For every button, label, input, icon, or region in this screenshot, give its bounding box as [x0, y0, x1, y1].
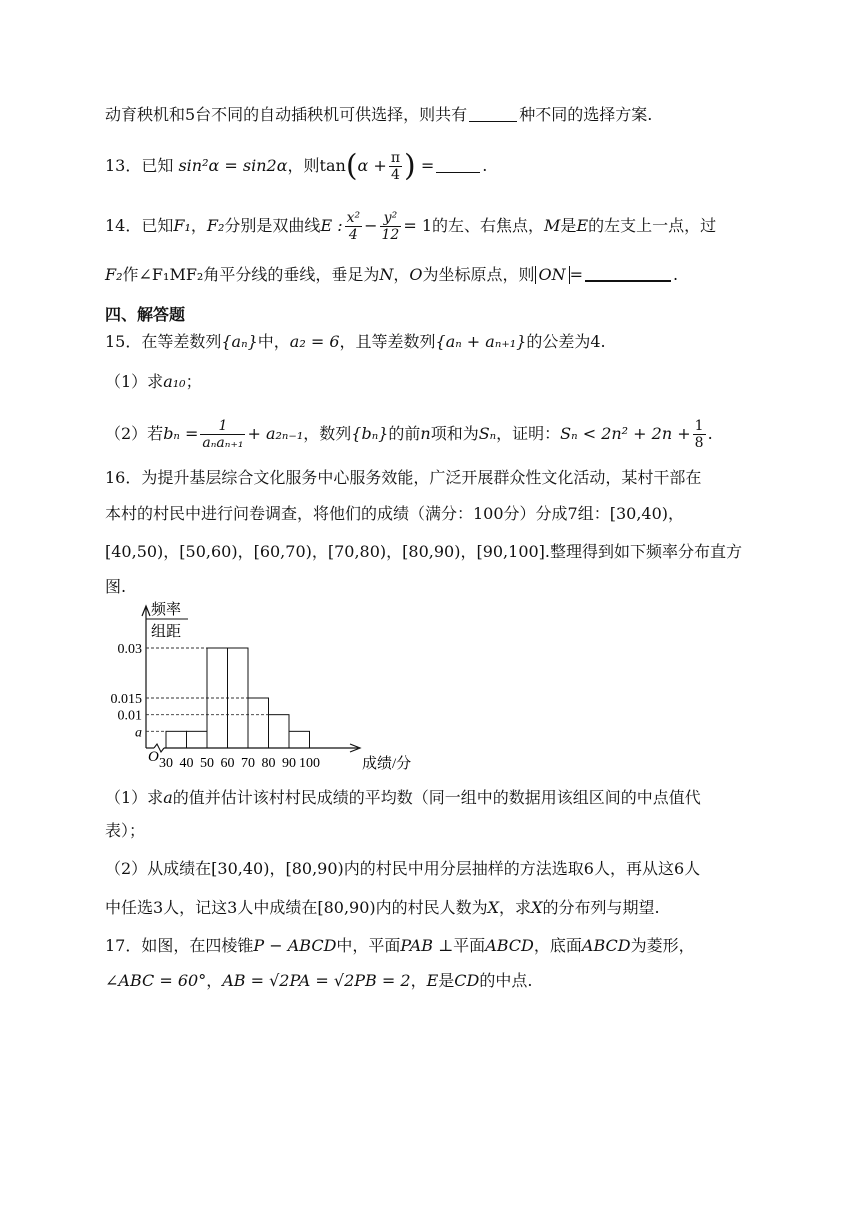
formula: α + [357, 156, 387, 175]
y-label-numerator: 频率 [150, 602, 182, 618]
bar [166, 731, 187, 748]
problem-16-line3: [40,50)，[50,60)，[60,70)，[70,80)，[80,90)，[90,100].整理得到如下频率分布直方 [105, 542, 743, 561]
problem-17 [105, 934, 695, 958]
text: 的公差为4. [526, 332, 606, 351]
formula: sin²α = sin2α [178, 156, 288, 175]
x-tick-label: 90 [282, 756, 296, 771]
bar [289, 731, 310, 748]
fraction [380, 210, 402, 243]
formula: {bₙ} [351, 424, 389, 443]
formula: N [379, 265, 394, 284]
formula: {aₙ + aₙ₊₁} [435, 332, 527, 351]
problem-15-q2 [105, 418, 713, 451]
formula: a₂ = 6 [289, 332, 340, 351]
formula: − [364, 216, 378, 235]
text: 为坐标原点，则 [422, 265, 535, 284]
text: ， [206, 971, 223, 990]
text: 动育秧机和5台不同的自动插秧机可供选择，则共有 [105, 105, 468, 124]
origin-label: O [148, 749, 159, 765]
formula: ABCD [485, 936, 534, 955]
text: 中，平面 [336, 936, 401, 955]
answer-blank [585, 262, 671, 282]
text: 是 [560, 216, 577, 235]
problem-16-q1 [105, 786, 701, 810]
formula: + a₂ₙ₋₁ [247, 424, 304, 443]
text: （1）求 [105, 372, 164, 391]
x-tick-label: 50 [200, 756, 214, 771]
text: 的值并估计该村村民成绩的平均数（同一组中的数据用该组区间的中点值代 [172, 788, 701, 807]
y-label-denominator: 组距 [150, 624, 182, 640]
text: ， [410, 971, 427, 990]
numerator: π [390, 150, 401, 166]
formula: P − ABCD [253, 936, 337, 955]
fraction [345, 210, 363, 243]
x-tick-label: 100 [299, 756, 320, 771]
text: 种不同的选择方案. [519, 105, 653, 124]
problem-15 [105, 330, 606, 354]
denominator: aₙaₙ₊₁ [202, 435, 244, 451]
formula: {aₙ} [221, 332, 258, 351]
problem-16-q1-line2: 表）； [105, 821, 146, 840]
text: ，数列 [303, 424, 352, 443]
problem-12-tail [105, 103, 652, 127]
x-tick-label: 30 [159, 756, 173, 771]
x-axis-label: 成绩/分 [362, 756, 412, 772]
text: ； [185, 372, 202, 391]
formula: tan [319, 156, 346, 175]
text: . [482, 156, 488, 175]
denominator: 4 [390, 167, 400, 183]
bar [187, 731, 208, 748]
formula: = [420, 156, 435, 175]
bar [248, 698, 269, 748]
formula: F₁ [173, 216, 191, 235]
text: 的前 [388, 424, 421, 443]
answer-blank [436, 154, 480, 173]
formula: AB = √2PA = √2PB = 2 [222, 971, 411, 990]
x-tick-labels [159, 756, 320, 771]
text: ，且等差数列 [339, 332, 436, 351]
text: 的左支上一点，过 [588, 216, 717, 235]
formula: = 1 [403, 216, 433, 235]
text: ， [190, 216, 207, 235]
paren: ( [345, 148, 358, 184]
formula: ABCD [581, 936, 631, 955]
denominator: 12 [381, 227, 400, 243]
formula: n [420, 424, 431, 443]
bar [269, 715, 290, 748]
text: 平面 [453, 936, 486, 955]
frequency-histogram [100, 596, 420, 776]
text: 的中点. [479, 971, 533, 990]
text: 17．如图，在四棱锥 [105, 936, 254, 955]
text: ， [393, 265, 410, 284]
formula: Sₙ [478, 424, 497, 443]
formula: Sₙ < 2n² + 2n + [560, 424, 691, 443]
text: （2）若 [105, 424, 164, 443]
formula: ON [535, 266, 570, 284]
fraction [389, 150, 402, 183]
text: （1）求 [105, 788, 164, 807]
formula: E [426, 971, 439, 990]
text: . [707, 424, 713, 443]
problem-16-line2: 本村的村民中进行问卷调查，将他们的成绩（满分：100分）分成7组：[30,40)， [105, 504, 685, 523]
text: 的左、右焦点， [432, 216, 545, 235]
x-tick-label: 40 [179, 756, 194, 771]
formula: X [531, 898, 543, 917]
problem-17-line2 [105, 969, 532, 993]
formula: bₙ = [163, 424, 199, 443]
formula: ∠ABC = 60° [105, 971, 207, 990]
fraction [693, 418, 706, 451]
problem-14 [105, 210, 716, 243]
text: 15．在等差数列 [105, 332, 222, 351]
text: 作∠F₁MF₂角平分线的垂线，垂足为 [122, 265, 380, 284]
formula: E : [320, 216, 343, 235]
y-tick-label: 0.01 [117, 708, 142, 724]
formula: CD [454, 971, 480, 990]
formula: F₂ [105, 265, 123, 284]
formula: M [544, 216, 561, 235]
paren: ) [404, 148, 416, 184]
problem-13 [105, 150, 487, 183]
section-heading: 四、解答题 [105, 305, 186, 324]
y-tick-label: 0.03 [117, 642, 142, 657]
x-tick-label: 60 [220, 756, 235, 771]
text: 中， [257, 332, 290, 351]
formula: E [576, 216, 589, 235]
y-tick-label: a [135, 725, 142, 741]
denominator: 8 [694, 435, 704, 451]
problem-16-line1: 16．为提升基层综合文化服务中心服务效能，广泛开展群众性文化活动，某村干部在 [105, 468, 702, 487]
text: 为菱形， [630, 936, 695, 955]
y-tick-label: 0.015 [110, 692, 142, 707]
formula: a₁₀ [163, 372, 186, 391]
formula: O [409, 265, 423, 284]
numerator: x² [346, 210, 361, 226]
denominator: 4 [348, 227, 358, 243]
x-tick-label: 80 [261, 756, 276, 771]
formula: F₂ [206, 216, 225, 235]
text: ，底面 [533, 936, 582, 955]
text: 是 [438, 971, 455, 990]
text: . [673, 265, 679, 284]
problem-16-line4: 图. [105, 577, 127, 596]
fraction [200, 418, 245, 451]
problem-15-q1 [105, 370, 202, 394]
text: 14．已知 [105, 216, 174, 235]
formula: PAB ⊥ [400, 936, 454, 955]
y-tick-labels [111, 642, 143, 740]
text: ，求 [499, 898, 532, 917]
text: ，则 [287, 156, 320, 175]
numerator: 1 [200, 418, 245, 435]
problem-14-line2 [105, 262, 678, 287]
x-tick-label: 70 [241, 756, 255, 771]
answer-blank [469, 103, 517, 122]
text: ，证明： [496, 424, 561, 443]
problem-16-q2-line2 [105, 896, 660, 920]
formula: a [163, 788, 173, 807]
formula: X [487, 898, 500, 917]
numerator: 1 [694, 418, 704, 434]
formula: = [569, 265, 584, 284]
text: 分别是双曲线 [224, 216, 321, 235]
text: 中任选3人，记这3人中成绩在[80,90)内的村民人数为 [105, 898, 488, 917]
text: 项和为 [430, 424, 479, 443]
problem-16-q2: （2）从成绩在[30,40)，[80,90)内的村民中用分层抽样的方法选取6人，再从这6人 [105, 859, 701, 878]
text: 的分布列与期望. [542, 898, 660, 917]
text: 13．已知 [105, 156, 174, 175]
numerator: y² [380, 210, 402, 227]
